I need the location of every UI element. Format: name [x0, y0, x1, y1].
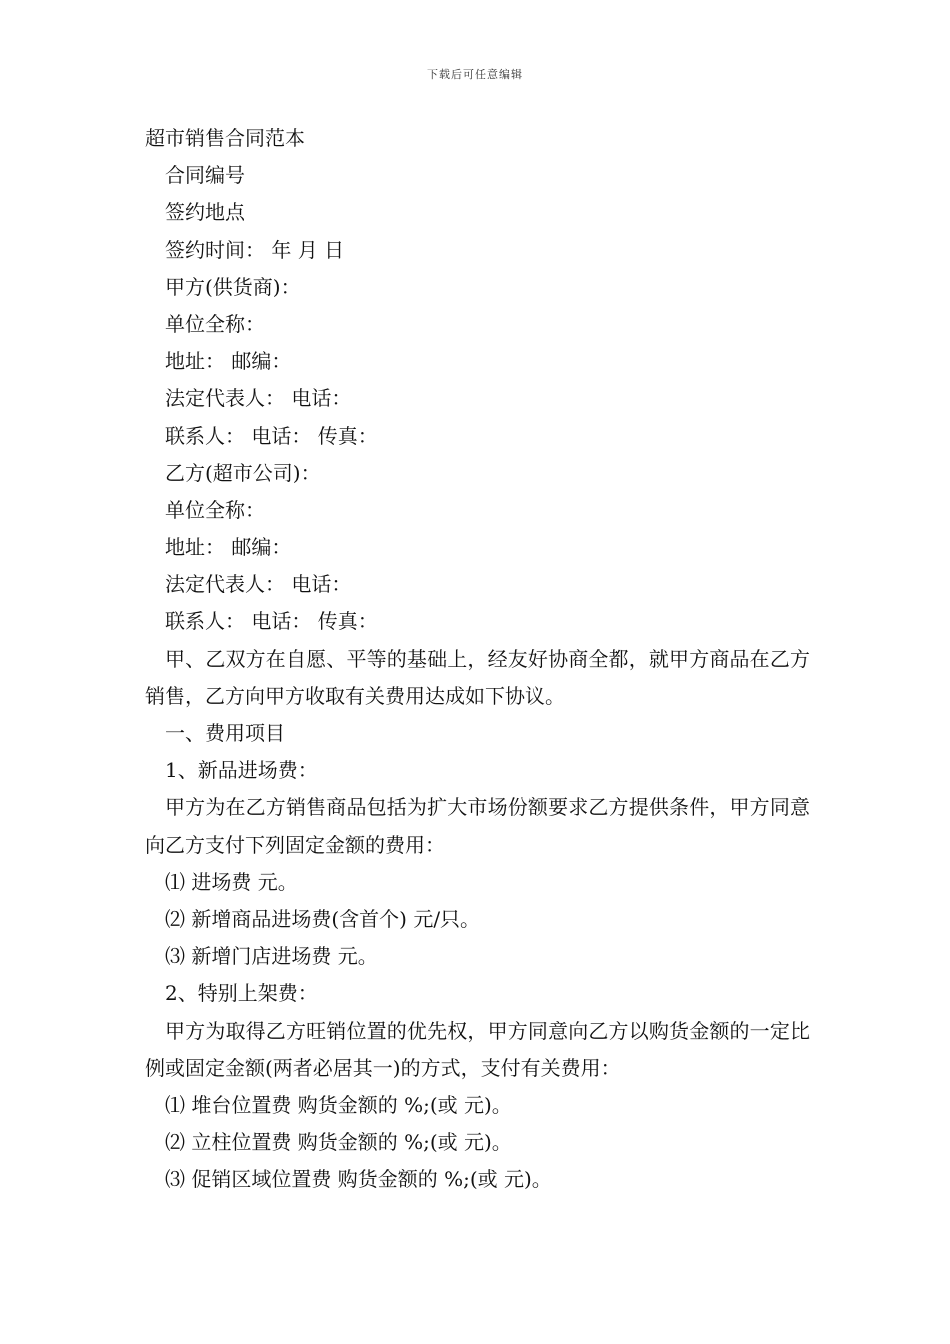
sub-item-new-store-entry-fee: ⑶ 新增门店进场费 元。 — [165, 944, 378, 969]
party-b-heading: 乙方(超市公司)： — [165, 460, 321, 485]
party-b-address-line: 地址： 邮编： — [165, 535, 292, 560]
document-body — [145, 120, 810, 1199]
party-a-address-line: 地址： 邮编： — [165, 349, 292, 374]
signing-time-line: 签约时间： 年 月 日 — [165, 237, 345, 262]
section-heading-fees: 一、费用项目 — [165, 721, 285, 746]
sub-item-entry-fee: ⑴ 进场费 元。 — [165, 869, 298, 894]
new-product-fee-paragraph: 甲方为在乙方销售商品包括为扩大市场份额要求乙方提供条件，甲方同意向乙方支付下列固定金额的费用： — [145, 795, 810, 857]
item-new-product-fee: 1、新品进场费： — [165, 758, 318, 783]
party-a-contact-line: 联系人： 电话： 传真： — [165, 423, 378, 448]
special-shelf-fee-paragraph: 甲方为取得乙方旺销位置的优先权，甲方同意向乙方以购货金额的一定比例或固定金额(两者必居其一)的方式，支付有关费用： — [145, 1018, 810, 1080]
party-b-representative-line: 法定代表人： 电话： — [165, 572, 352, 597]
signing-place-line: 签约地点 — [165, 200, 245, 225]
item-special-shelf-fee: 2、特别上架费： — [165, 981, 318, 1006]
party-a-representative-line: 法定代表人： 电话： — [165, 386, 352, 411]
intro-paragraph: 甲、乙双方在自愿、平等的基础上，经友好协商全都，就甲方商品在乙方销售，乙方向甲方收取有关费用达成如下协议。 — [145, 646, 810, 708]
party-b-contact-line: 联系人： 电话： 传真： — [165, 609, 378, 634]
document-title: 超市销售合同范本 — [145, 126, 305, 150]
sub-item-promo-area-fee: ⑶ 促销区域位置费 购货金额的 %;(或 元)。 — [165, 1167, 552, 1192]
contract-number-line: 合同编号 — [165, 163, 245, 188]
page-header-note: 下载后可任意编辑 — [427, 68, 523, 81]
sub-item-new-product-entry-fee: ⑵ 新增商品进场费(含首个) 元/只。 — [165, 907, 481, 931]
party-a-name-line: 单位全称： — [165, 311, 265, 336]
party-b-name-line: 单位全称： — [165, 497, 265, 522]
sub-item-platform-fee: ⑴ 堆台位置费 购货金额的 %;(或 元)。 — [165, 1092, 512, 1117]
party-a-heading: 甲方(供货商)： — [165, 274, 301, 299]
sub-item-pillar-fee: ⑵ 立柱位置费 购货金额的 %;(或 元)。 — [165, 1130, 512, 1155]
